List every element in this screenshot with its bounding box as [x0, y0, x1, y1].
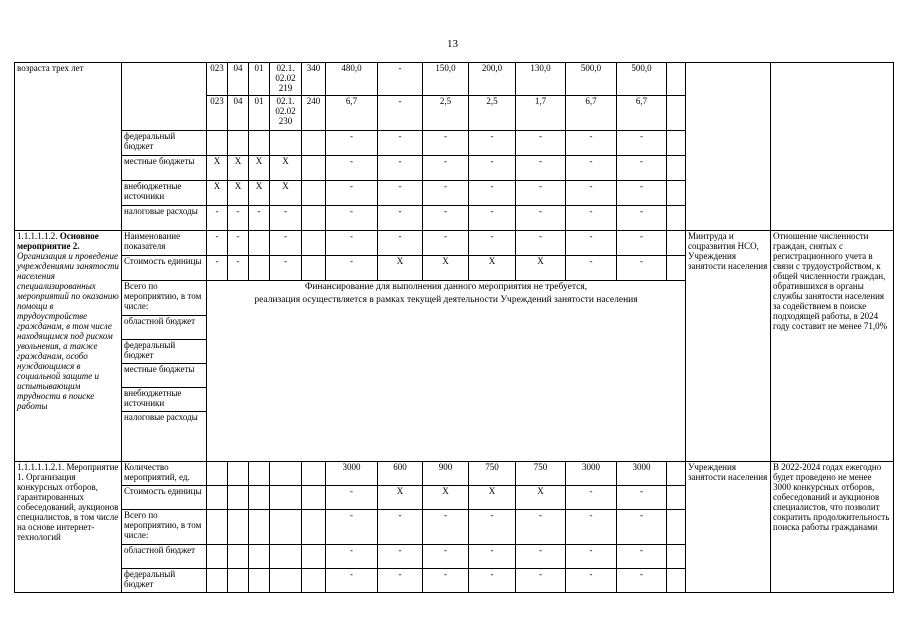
value-cell	[228, 462, 249, 486]
value-cell	[302, 510, 326, 545]
value-cell: -	[378, 131, 423, 156]
value-cell: -	[469, 181, 516, 206]
value-cell	[270, 131, 302, 156]
value-cell: -	[378, 156, 423, 181]
value-cell: 500,0	[617, 63, 667, 96]
executor-cell	[686, 63, 771, 231]
value-cell: 01	[249, 96, 270, 131]
value-cell: 02.1. 02.02 219	[270, 63, 302, 96]
value-cell: X	[207, 156, 228, 181]
value-cell: X	[516, 256, 566, 281]
value-cell: -	[516, 569, 566, 593]
empty-cell	[667, 510, 686, 545]
funding-source-label: налоговые расходы	[122, 206, 207, 231]
value-cell	[270, 462, 302, 486]
empty-cell	[667, 256, 686, 281]
value-cell: X	[378, 256, 423, 281]
value-cell	[228, 510, 249, 545]
value-cell: -	[378, 206, 423, 231]
value-cell	[249, 569, 270, 593]
empty-cell	[667, 156, 686, 181]
value-cell: -	[423, 545, 469, 569]
value-cell: -	[228, 256, 249, 281]
value-cell	[302, 231, 326, 256]
value-cell: -	[423, 569, 469, 593]
value-cell: 1,7	[516, 96, 566, 131]
value-cell	[249, 231, 270, 256]
value-cell: -	[469, 131, 516, 156]
value-cell	[302, 206, 326, 231]
measure-title-cell	[15, 231, 122, 462]
value-cell	[228, 486, 249, 510]
value-cell	[228, 545, 249, 569]
indicator-label: Стоимость единицы	[122, 256, 207, 281]
value-cell: -	[249, 206, 270, 231]
value-cell: -	[469, 569, 516, 593]
value-cell: -	[516, 510, 566, 545]
empty-cell	[667, 231, 686, 256]
value-cell: -	[566, 256, 617, 281]
value-cell: 3000	[566, 462, 617, 486]
value-cell: -	[423, 156, 469, 181]
funding-source-label: местные бюджеты	[122, 156, 207, 181]
value-cell: 750	[469, 462, 516, 486]
value-cell: -	[566, 545, 617, 569]
value-cell: -	[270, 206, 302, 231]
value-cell	[207, 510, 228, 545]
value-cell: X	[228, 156, 249, 181]
value-cell	[302, 545, 326, 569]
value-cell: -	[270, 256, 302, 281]
value-cell: 3000	[326, 462, 378, 486]
value-cell	[270, 486, 302, 510]
value-cell: -	[207, 231, 228, 256]
funding-source-label: Всего по мероприятию, в том числе:	[122, 281, 207, 316]
value-cell: -	[617, 569, 667, 593]
value-cell: -	[516, 131, 566, 156]
funding-source-label: федеральный бюджет	[122, 131, 207, 156]
value-cell: -	[378, 181, 423, 206]
value-cell	[249, 256, 270, 281]
value-cell	[302, 462, 326, 486]
value-cell: -	[378, 569, 423, 593]
value-cell: X	[228, 181, 249, 206]
value-cell: -	[207, 206, 228, 231]
value-cell	[207, 131, 228, 156]
empty-cell	[667, 545, 686, 569]
value-cell: X	[270, 156, 302, 181]
value-cell: -	[228, 231, 249, 256]
value-cell: -	[516, 181, 566, 206]
value-cell: -	[378, 231, 423, 256]
value-cell	[207, 486, 228, 510]
value-cell: -	[423, 131, 469, 156]
value-cell	[270, 545, 302, 569]
value-cell: -	[566, 156, 617, 181]
empty-cell	[667, 462, 686, 486]
value-cell: -	[566, 486, 617, 510]
value-cell: 480,0	[326, 63, 378, 96]
value-cell: X	[469, 486, 516, 510]
measure-description: Организация и проведение учреждениями занятости населения специализированных мероприятий по оказанию помощи в трудоустройстве гражданам, в том числе находящимся под риском увольнения, а также гражданам, особо нуждающимся в социальной защите и испытывающим трудности в поиске работы	[17, 251, 119, 411]
funding-source-label: областной бюджет	[122, 316, 207, 340]
funding-source-label: местные бюджеты	[122, 364, 207, 388]
value-cell: -	[566, 510, 617, 545]
value-cell: -	[378, 63, 423, 96]
value-cell: -	[617, 486, 667, 510]
value-cell	[207, 462, 228, 486]
value-cell	[302, 569, 326, 593]
value-cell: 02.1. 02.02 230	[270, 96, 302, 131]
row-group-label: возраста трех лет	[15, 63, 122, 231]
value-cell: -	[566, 569, 617, 593]
value-cell: -	[423, 231, 469, 256]
table-row	[15, 63, 894, 96]
empty-cell	[667, 181, 686, 206]
indicator-label: Наименование показателя	[122, 231, 207, 256]
value-cell: -	[469, 545, 516, 569]
value-cell: -	[326, 156, 378, 181]
indicator-label: Всего по мероприятию, в том числе:	[122, 510, 207, 545]
value-cell: -	[326, 256, 378, 281]
empty-cell	[122, 63, 207, 131]
value-cell: -	[326, 131, 378, 156]
table-row	[15, 462, 894, 486]
indicator-label: федеральный бюджет	[122, 569, 207, 593]
value-cell: 04	[228, 63, 249, 96]
value-cell: -	[566, 181, 617, 206]
value-cell: 6,7	[566, 96, 617, 131]
value-cell: 2,5	[469, 96, 516, 131]
value-cell: X	[249, 181, 270, 206]
value-cell: -	[326, 231, 378, 256]
executor-cell: Учреждения занятости населения	[686, 462, 771, 593]
value-cell: -	[617, 156, 667, 181]
indicator-label: областной бюджет	[122, 545, 207, 569]
value-cell: 3000	[617, 462, 667, 486]
value-cell: 023	[207, 96, 228, 131]
funding-source-label: федеральный бюджет	[122, 340, 207, 364]
value-cell: -	[566, 131, 617, 156]
measure-title: Основное мероприятие 2.	[17, 231, 99, 251]
value-cell: 023	[207, 63, 228, 96]
value-cell: -	[617, 131, 667, 156]
result-cell	[771, 63, 894, 231]
value-cell: -	[469, 156, 516, 181]
value-cell: 01	[249, 63, 270, 96]
measure-number: 1.1.1.1.1.2.	[17, 231, 58, 241]
value-cell: -	[516, 206, 566, 231]
value-cell: -	[326, 545, 378, 569]
value-cell: 750	[516, 462, 566, 486]
executor-cell: Минтруда и соцразвития НСО, Учреждения занятости населения	[686, 231, 771, 462]
indicator-label: Количество мероприятий, ед.	[122, 462, 207, 486]
value-cell	[207, 569, 228, 593]
value-cell: -	[617, 545, 667, 569]
value-cell: X	[249, 156, 270, 181]
value-cell: 600	[378, 462, 423, 486]
value-cell: -	[423, 510, 469, 545]
value-cell: -	[516, 545, 566, 569]
value-cell: 900	[423, 462, 469, 486]
value-cell: 04	[228, 96, 249, 131]
merged-note: Финансирование для выполнения данного мероприятия не требуется, реализация осуществляется в рамках текущей деятельности Учреждений занятости населения	[207, 281, 686, 462]
value-cell	[207, 545, 228, 569]
value-cell: -	[326, 510, 378, 545]
value-cell: -	[326, 181, 378, 206]
value-cell: -	[423, 206, 469, 231]
value-cell: 150,0	[423, 63, 469, 96]
funding-source-label: внебюджетные источники	[122, 181, 207, 206]
value-cell: -	[516, 231, 566, 256]
value-cell	[302, 256, 326, 281]
value-cell: -	[566, 206, 617, 231]
value-cell: -	[617, 231, 667, 256]
value-cell	[302, 156, 326, 181]
value-cell: -	[469, 206, 516, 231]
value-cell: -	[270, 231, 302, 256]
value-cell	[249, 131, 270, 156]
value-cell: -	[378, 545, 423, 569]
empty-cell	[667, 206, 686, 231]
value-cell	[270, 510, 302, 545]
value-cell: X	[270, 181, 302, 206]
value-cell	[302, 131, 326, 156]
value-cell	[270, 569, 302, 593]
value-cell	[249, 462, 270, 486]
page-number: 13	[447, 38, 458, 50]
value-cell	[302, 181, 326, 206]
funding-source-label: внебюджетные источники	[122, 388, 207, 412]
value-cell: X	[207, 181, 228, 206]
value-cell: -	[617, 206, 667, 231]
value-cell: -	[516, 156, 566, 181]
value-cell: -	[326, 206, 378, 231]
value-cell: 6,7	[326, 96, 378, 131]
value-cell	[249, 545, 270, 569]
empty-cell	[667, 131, 686, 156]
value-cell	[249, 510, 270, 545]
empty-cell	[667, 63, 686, 96]
value-cell: -	[207, 256, 228, 281]
value-cell: 2,5	[423, 96, 469, 131]
value-cell: -	[326, 569, 378, 593]
value-cell: 200,0	[469, 63, 516, 96]
value-cell: -	[469, 510, 516, 545]
program-table	[14, 62, 894, 593]
indicator-label: Стоимость единицы	[122, 486, 207, 510]
value-cell: -	[566, 231, 617, 256]
empty-cell	[667, 569, 686, 593]
result-cell: В 2022-2024 годах ежегодно будет проведено не менее 3000 конкурсных отборов, собеседований и аукционов специалистов, что позволит сократить продолжительность поиска работы гражданами	[771, 462, 894, 593]
value-cell: -	[378, 510, 423, 545]
value-cell: X	[469, 256, 516, 281]
table-row	[15, 231, 894, 256]
empty-cell	[667, 96, 686, 131]
funding-source-label: налоговые расходы	[122, 412, 207, 462]
value-cell: X	[423, 256, 469, 281]
value-cell: X	[423, 486, 469, 510]
empty-cell	[667, 486, 686, 510]
value-cell: 130,0	[516, 63, 566, 96]
activity-title-cell: 1.1.1.1.1.2.1. Мероприятие 1. Организация конкурсных отборов, гарантированных собеседований, аукционов специалистов, в том числе на основе интернет-технологий	[15, 462, 122, 593]
value-cell	[228, 569, 249, 593]
value-cell: -	[378, 96, 423, 131]
value-cell: 340	[302, 63, 326, 96]
value-cell: -	[617, 181, 667, 206]
value-cell: -	[228, 206, 249, 231]
value-cell: 240	[302, 96, 326, 131]
value-cell: -	[469, 231, 516, 256]
value-cell: -	[326, 486, 378, 510]
value-cell: -	[617, 510, 667, 545]
value-cell	[249, 486, 270, 510]
value-cell	[302, 486, 326, 510]
value-cell: 500,0	[566, 63, 617, 96]
value-cell: 6,7	[617, 96, 667, 131]
value-cell: -	[423, 181, 469, 206]
value-cell: X	[516, 486, 566, 510]
value-cell	[228, 131, 249, 156]
value-cell: X	[378, 486, 423, 510]
value-cell: -	[617, 256, 667, 281]
result-cell: Отношение численности граждан, снятых с регистрационного учета в связи с трудоустройством, к общей численности граждан, обратившихся в органы службы занятости населения за содействием в поиске подходящей работы, в 2024 году составит не менее 71,0%	[771, 231, 894, 462]
